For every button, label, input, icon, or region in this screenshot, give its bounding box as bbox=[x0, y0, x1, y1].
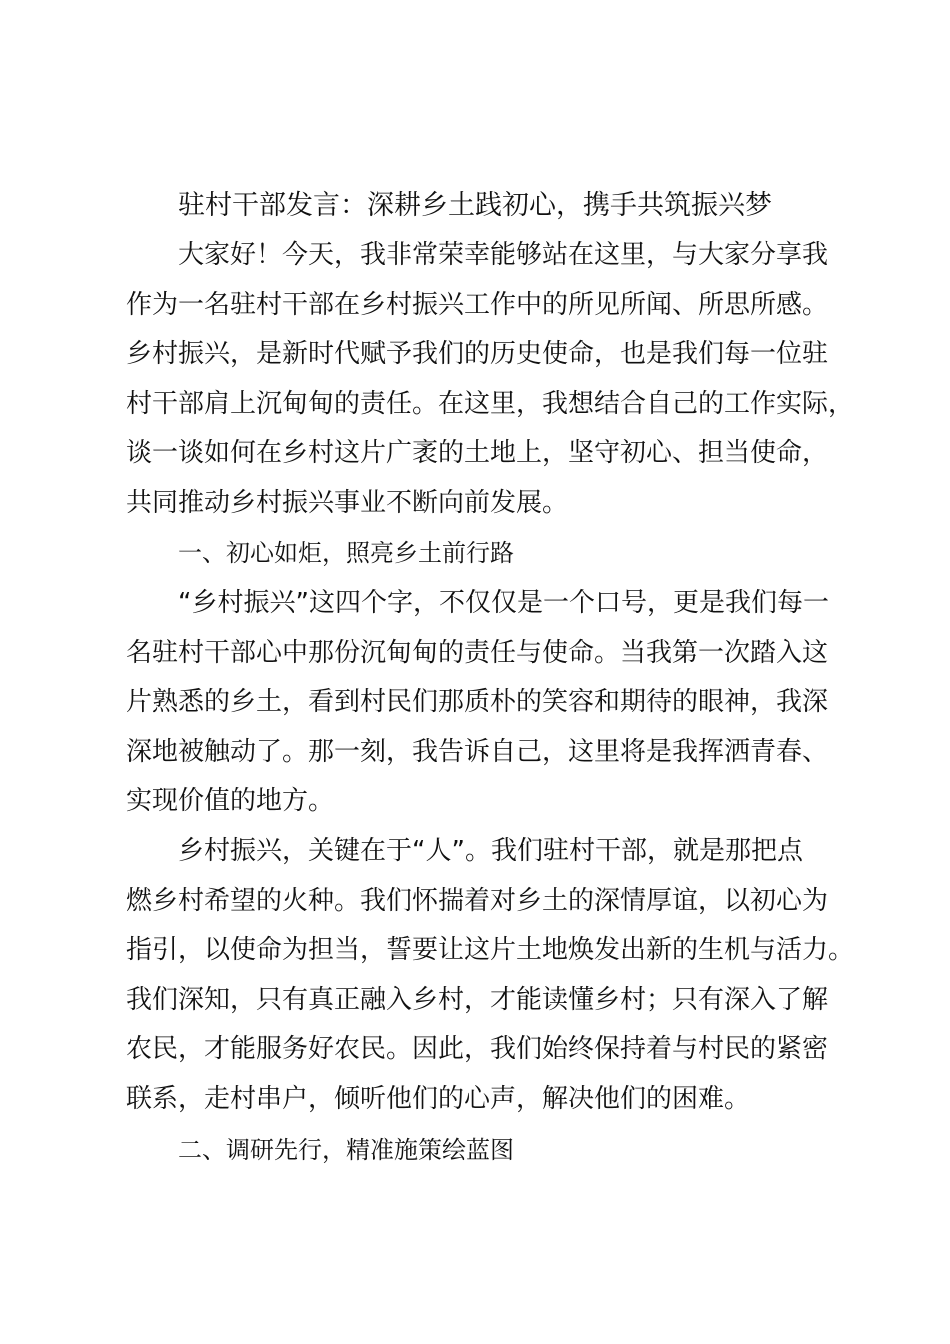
paragraph-line: 作为一名驻村干部在乡村振兴工作中的所见所闻、所思所感。 bbox=[126, 289, 829, 320]
paragraph-intro bbox=[126, 231, 855, 528]
paragraph-line: 村干部肩上沉甸甸的责任。在这里，我想结合自己的工作实际， bbox=[126, 388, 855, 419]
paragraph-line: 谈一谈如何在乡村这片广袤的土地上，坚守初心、担当使命， bbox=[126, 438, 829, 468]
paragraph-line: 深地被触动了。那一刻，我告诉自己，这里将是我挥洒青春、 bbox=[126, 736, 829, 767]
paragraph-line: “乡村振兴”这四个字，不仅仅是一个口号，更是我们每一 bbox=[178, 588, 829, 618]
paragraph-line: 乡村振兴，是新时代赋予我们的历史使命，也是我们每一位驻 bbox=[126, 339, 829, 369]
paragraph-line: 乡村振兴，关键在于“人”。我们驻村干部，就是那把点 bbox=[178, 836, 803, 866]
paragraph-line: 实现价值的地方。 bbox=[126, 786, 335, 816]
paragraph-line: 联系，走村串户，倾听他们的心声，解决他们的困难。 bbox=[126, 1083, 751, 1114]
paragraph-line: 燃乡村希望的火种。我们怀揣着对乡土的深情厚谊，以初心为 bbox=[126, 885, 829, 916]
paragraph-line: 名驻村干部心中那份沉甸甸的责任与使命。当我第一次踏入这 bbox=[126, 637, 829, 668]
paragraph-line: 指引，以使命为担当，誓要让这片土地焕发出新的生机与活力。 bbox=[126, 935, 855, 965]
paragraph-line: 大家好！今天，我非常荣幸能够站在这里，与大家分享我 bbox=[178, 240, 829, 270]
section-heading-2: 二、调研先行，精准施策绘蓝图 bbox=[178, 1136, 514, 1164]
paragraph-section1-b bbox=[126, 827, 855, 1124]
paragraph-line: 农民，才能服务好农民。因此，我们始终保持着与村民的紧密 bbox=[126, 1034, 829, 1064]
section-heading-1: 一、初心如炬，照亮乡土前行路 bbox=[178, 539, 514, 567]
paragraph-line: 我们深知，只有真正融入乡村，才能读懂乡村；只有深入了解 bbox=[126, 984, 829, 1015]
paragraph-line: 共同推动乡村振兴事业不断向前发展。 bbox=[126, 487, 569, 518]
document-title: 驻村干部发言：深耕乡土践初心，携手共筑振兴梦 bbox=[178, 190, 772, 221]
paragraph-line: 片熟悉的乡土，看到村民们那质朴的笑容和期待的眼神，我深 bbox=[126, 687, 829, 717]
paragraph-section1-a bbox=[126, 579, 846, 827]
